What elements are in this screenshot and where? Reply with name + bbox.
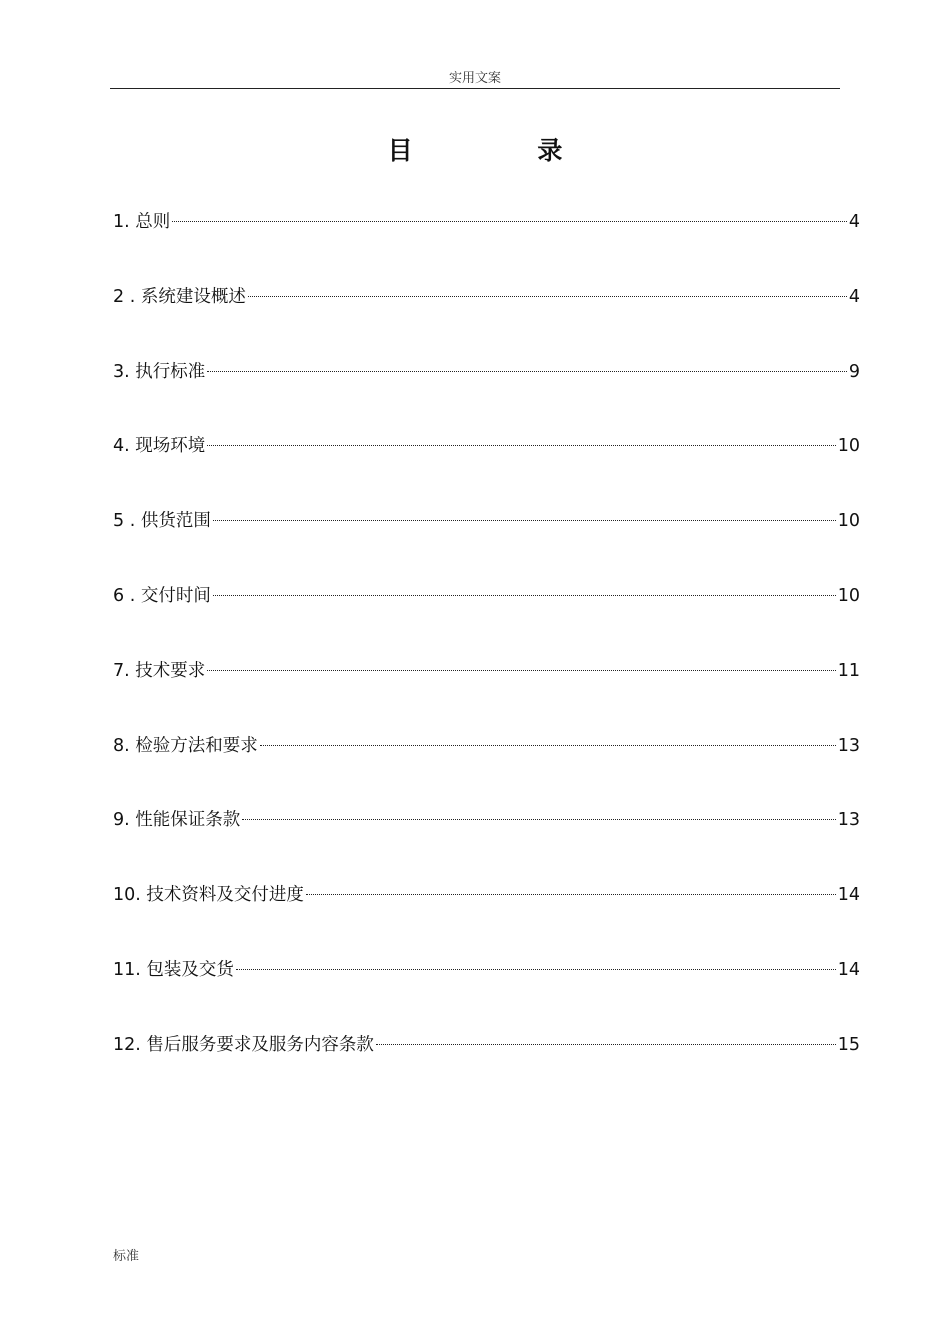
- toc-entry-12[interactable]: [113, 1029, 860, 1104]
- page-header: 实用文案: [448, 71, 501, 86]
- toc-entry-page: 14: [837, 959, 860, 980]
- dot-leader: [260, 745, 836, 746]
- toc-entry-page: 10: [837, 585, 860, 606]
- toc-entry-11[interactable]: [113, 954, 860, 1029]
- toc-entry-5[interactable]: [113, 505, 860, 580]
- dot-leader: [213, 595, 836, 596]
- toc-entry-6[interactable]: [113, 580, 860, 655]
- dot-leader: [207, 670, 835, 671]
- toc-entry-label: 9. 性能保证条款: [113, 810, 241, 831]
- toc-entry-label: 6 . 交付时间: [113, 585, 211, 606]
- toc-entry-label: 10. 技术资料及交付进度: [113, 885, 304, 906]
- dot-leader: [207, 371, 847, 372]
- toc-entry-page: 10: [837, 511, 860, 532]
- toc-entry-page: 14: [837, 885, 860, 906]
- toc-entry-2[interactable]: [113, 281, 860, 356]
- toc-entry-page: 4: [848, 212, 860, 232]
- toc-entry-4[interactable]: [113, 430, 860, 505]
- toc-entry-page: 4: [848, 286, 860, 307]
- toc-title: 目 录: [387, 136, 621, 165]
- toc-entry-label: 1. 总则: [113, 212, 171, 232]
- toc-entry-label: 11. 包装及交货: [113, 959, 234, 980]
- toc-entry-page: 11: [837, 660, 860, 681]
- header-rule: [110, 88, 840, 89]
- toc-entry-label: 8. 检验方法和要求: [113, 735, 258, 756]
- toc-entry-page: 13: [837, 810, 860, 831]
- toc-entry-1[interactable]: [113, 206, 860, 281]
- dot-leader: [248, 296, 847, 297]
- toc-entry-label: 12. 售后服务要求及服务内容条款: [113, 1034, 374, 1055]
- toc-entry-page: 9: [848, 361, 860, 382]
- toc-entry-7[interactable]: [113, 655, 860, 730]
- toc-entry-label: 7. 技术要求: [113, 660, 206, 681]
- toc-entry-8[interactable]: [113, 730, 860, 805]
- dot-leader: [236, 969, 836, 970]
- toc-entry-label: 3. 执行标准: [113, 361, 206, 382]
- toc-entry-page: 10: [837, 436, 860, 457]
- dot-leader: [172, 221, 847, 222]
- toc-entry-page: 13: [837, 735, 860, 756]
- toc-entry-label: 2 . 系统建设概述: [113, 286, 246, 307]
- toc-entry-label: 5 . 供货范围: [113, 511, 211, 532]
- toc-entry-9[interactable]: [113, 804, 860, 879]
- toc-entry-10[interactable]: [113, 879, 860, 954]
- table-of-contents: [113, 206, 860, 1104]
- dot-leader: [306, 894, 836, 895]
- toc-entry-3[interactable]: [113, 356, 860, 431]
- page-footer: 标准: [113, 1249, 140, 1264]
- toc-entry-page: 15: [837, 1034, 860, 1055]
- toc-entry-label: 4. 现场环境: [113, 436, 206, 457]
- dot-leader: [213, 520, 836, 521]
- dot-leader: [376, 1044, 836, 1045]
- dot-leader: [242, 819, 835, 820]
- dot-leader: [207, 445, 835, 446]
